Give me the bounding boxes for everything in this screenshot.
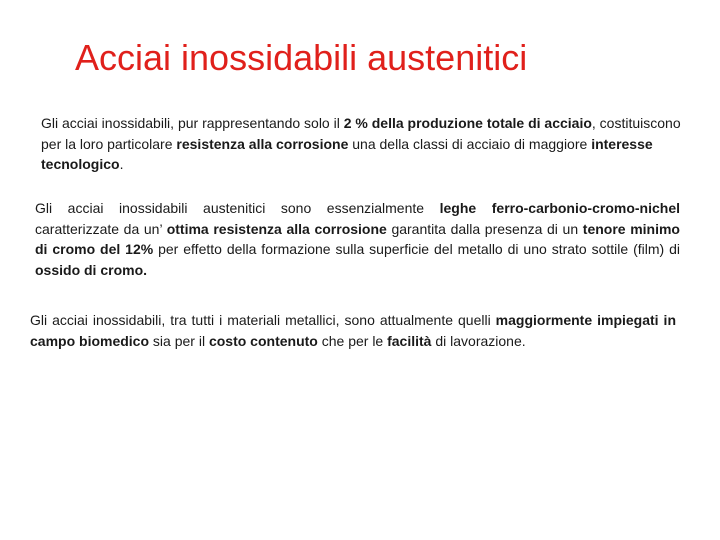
text-run: per effetto della formazione sulla superficie del metallo di uno strato sottile (film) di	[153, 241, 680, 257]
paragraph-biomedical-use	[30, 310, 676, 351]
text-run: di lavorazione.	[431, 332, 526, 349]
text-run: sia per il	[149, 332, 209, 349]
bold-text-run: resistenza alla corrosione	[176, 135, 349, 152]
paragraph-austenitic-definition	[35, 198, 680, 280]
bold-text-run: leghe ferro-carbonio-cromo-nichel	[439, 200, 680, 216]
text-run: , costituiscono per la loro particolare	[41, 115, 681, 152]
bold-text-run: ossido di cromo.	[35, 261, 148, 278]
bold-text-run: 2 % della produzione totale di acciaio	[343, 115, 592, 131]
text-run: una della classi di acciaio di maggiore	[348, 135, 592, 152]
paragraph-intro	[41, 113, 686, 175]
text-run: caratterizzate da un’	[35, 220, 167, 237]
bold-text-run: ottima resistenza alla corrosione	[166, 220, 387, 237]
bold-text-run: costo contenuto	[208, 332, 318, 349]
text-run: Gli acciai inossidabili, tra tutti i materiali metallici, sono attualmente quelli	[30, 312, 496, 328]
text-run: garantita dalla presenza di un	[386, 220, 583, 237]
text-run: Gli acciai inossidabili, pur rappresentando solo il	[41, 115, 344, 131]
slide-title: Acciai inossidabili austenitici	[75, 37, 528, 78]
bold-text-run: maggiormente impiegati in campo biomedico	[30, 312, 676, 349]
bold-text-run: facilità	[387, 332, 432, 349]
text-run: Gli acciai inossidabili austenitici sono essenzialmente	[35, 200, 440, 216]
bold-text-run: interesse tecnologico	[41, 135, 653, 172]
text-run: che per le	[317, 332, 388, 349]
text-run: .	[119, 156, 124, 172]
bold-text-run: tenore minimo di cromo del 12%	[35, 220, 680, 257]
